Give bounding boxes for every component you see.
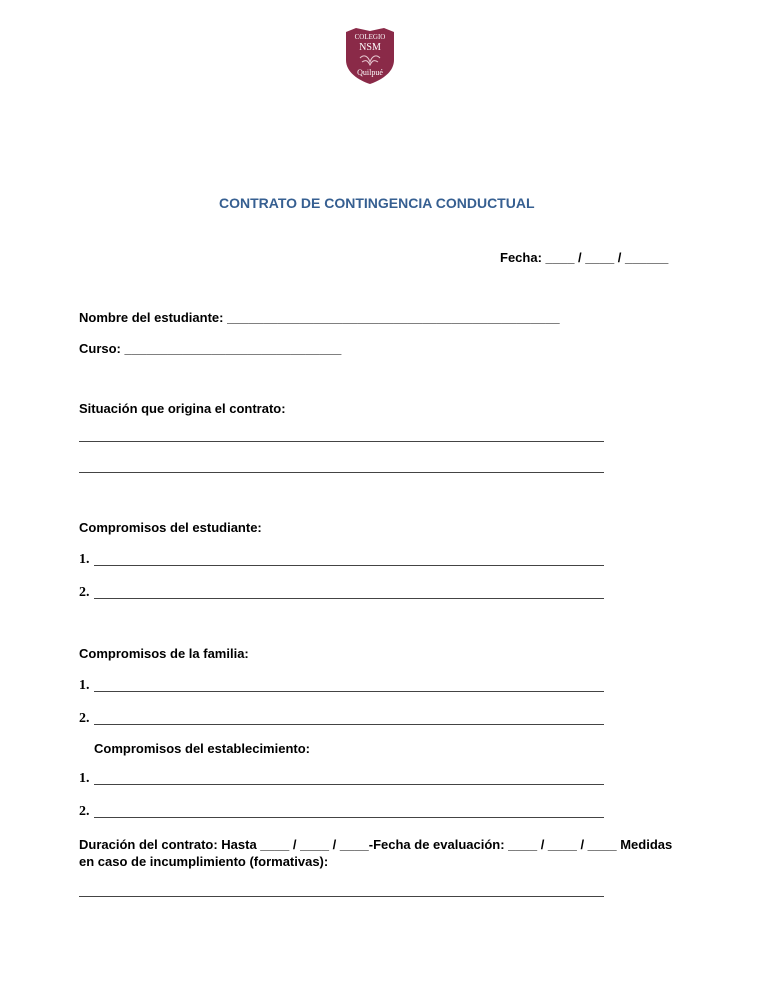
school-commitment-number-1: 1.: [79, 771, 90, 786]
date-field[interactable]: Fecha: ____ / ____ / ______: [500, 250, 669, 265]
student-commitment-number-1: 1.: [79, 552, 90, 567]
school-commitment-line-1[interactable]: [94, 784, 604, 785]
measures-label: en caso de incumplimiento (formativas):: [79, 854, 329, 869]
school-commitment-number-2: 2.: [79, 804, 90, 819]
student-commitments-label: Compromisos del estudiante:: [79, 520, 262, 535]
family-commitment-number-2: 2.: [79, 711, 90, 726]
family-commitments-label: Compromisos de la familia:: [79, 646, 249, 661]
student-commitment-line-1[interactable]: [94, 565, 604, 566]
course-field[interactable]: Curso: ______________________________: [79, 341, 342, 356]
logo-text-nsm: NSM: [359, 42, 381, 53]
situation-line-1[interactable]: [79, 441, 604, 442]
school-commitment-line-2[interactable]: [94, 817, 604, 818]
family-commitment-line-2[interactable]: [94, 724, 604, 725]
situation-label: Situación que origina el contrato:: [79, 401, 286, 416]
family-commitment-line-1[interactable]: [94, 691, 604, 692]
measures-line[interactable]: [79, 896, 604, 897]
logo-text-quilpue: Quilpué: [357, 68, 383, 77]
logo-text-colegio: COLEGIO: [354, 33, 386, 41]
document-title: CONTRATO DE CONTINGENCIA CONDUCTUAL: [219, 195, 535, 211]
family-commitment-number-1: 1.: [79, 678, 90, 693]
school-crest-logo: [342, 26, 398, 86]
school-commitments-label: Compromisos del establecimiento:: [94, 741, 310, 756]
duration-field[interactable]: Duración del contrato: Hasta ____ / ____ / ____-Fecha de evaluación: ____ / ____ / ____ Medidas: [79, 837, 673, 852]
student-commitment-number-2: 2.: [79, 585, 90, 600]
student-name-field[interactable]: Nombre del estudiante: ______________________________________________: [79, 310, 560, 325]
situation-line-2[interactable]: [79, 472, 604, 473]
student-commitment-line-2[interactable]: [94, 598, 604, 599]
